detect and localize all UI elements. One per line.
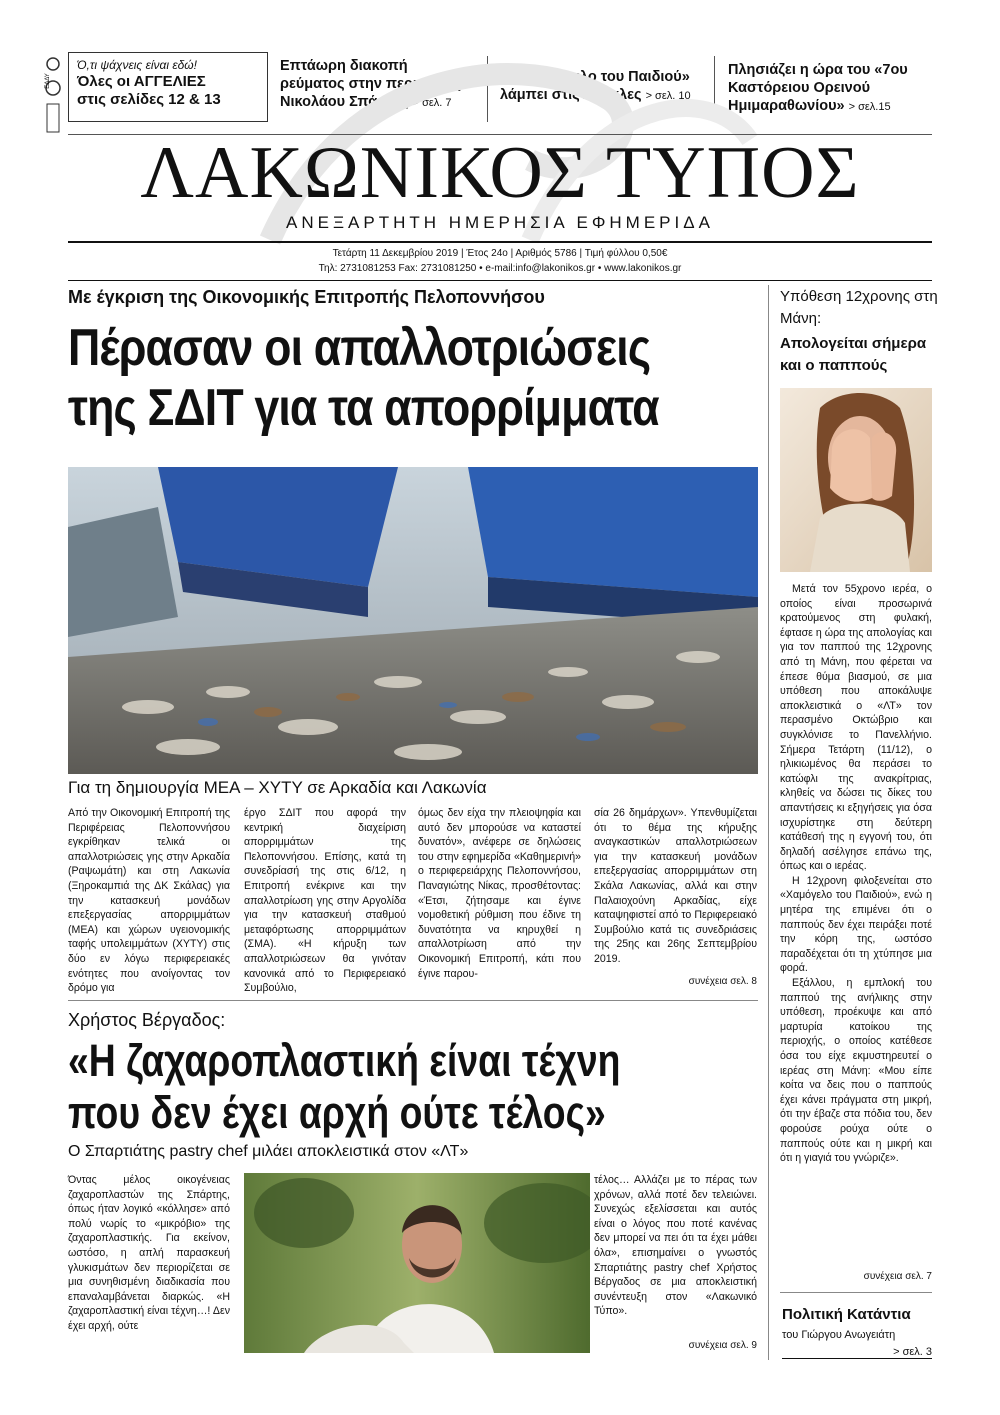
main-column-3: όμως δεν είχα την πλειοψηφία και αυτό δεν μπορούσε να καταστεί δυνατόν», ανέφερε σε δηλώσεις του στην εφημερίδα «Καθημερινή» ο περιφερειάρχης Πελοποννήσου, Παναγιώτης Νίκας, προσθέτοντας: «Έτσι, ζήτησαμε και έγινε νομοθετική ρύθμιση που έδινε τη δυνατότητα να κηρυχθεί η απαλλοτρίωση από την Οικονομική Επιτροπή, κάτι που έγινε παρου- [418,807,581,980]
sidebar-divider [768,285,769,1360]
story-divider [68,1000,758,1001]
sidebar-paragraph-2: Η 12χρονη φιλοξενείται στο «Χαμόγελο του Παιδιού», ενώ η μητέρα της επιμένει ότι ο παππούς δεν έχει πειράξει ποτέ την κόρη της, ωστόσο παραδέχεται ότι τη χτύπησε μια φορά. [780,874,932,975]
sidebar-bottom-rule [780,1292,932,1293]
main-continued[interactable]: συνέχεια σελ. 8 [688,976,757,987]
sidebar-paragraph-1: Μετά τον 55χρονο ιερέα, ο οποίος είναι προσωρινά κρατούμενος στη φυλακή, έφτασε η ώρα της απολογίας και για τον παππού της 12χρονης από τη Μάνη, που φέρεται να έπεσε θύμα βιασμού, σε μια υπόθεση που αποκάλυψε αποκλειστικά ο «ΛΤ» τον περασμένο Οκτώβριο και συγκλόνισε το Πανελλήνιο. Σήμερα Τετάρτη (11/12), ο ηλικιωμένος θα περάσει το κατώφλι της ανακρίτριας, κληθείς να δώσει τις δίκες του απαντήσεις κι εξηγήσεις για όσα ισχυρίστηκε στη δεύτερη κατάθεσή της η εγγονή του, ότι δηλαδή ασέλγησε επάνω της, όπως και ο ιερέας. [780,583,932,873]
badge-label: ΕΔΔΥ [44,73,51,89]
ads-line1: Ό,τι ψάχνεις είναι εδώ! [77,58,197,72]
main-column-4: σία 26 δημάρχων». Υπενθυμίζεται ότι το θέμα της κήρυξης αναγκαστικών απαλλοτριώσεων για την κατασκευή μονάδων επεξεργασίας απορριμμάτων στη Σκάλα Λακωνίας, αλλά και στην Παλαιοχούνη Αρκαδίας, είχε καταψηφιστεί από το Περιφερειακό Συμβούλιο κατά τις συνεδριάσεις της 25ης και 26ης Σεπτεμβρίου 2019. [594,807,757,965]
girl-covering-face-photo [780,388,932,572]
contact-info: Τηλ: 2731081253 Fax: 2731081250 • e-mail:info@lakonikos.gr • www.lakonikos.gr [318,263,682,274]
badge-icon [44,56,62,136]
issue-info: Τετάρτη 11 Δεκεμβρίου 2019 | Έτος 24ο | Αριθμός 5786 | Τιμή φύλλου 0,50€ [332,248,668,259]
second-headline[interactable] [68,1035,649,1139]
photo-illustration [780,388,932,572]
opinion-column-title[interactable]: Πολιτική Κατάντια [782,1306,911,1323]
sidebar-kicker: Υπόθεση 12χρονης στη Μάνη: [780,288,938,327]
second-subhead: Ο Σπαρτιάτης pastry chef μιλάει αποκλειστικά στον «ΛΤ» [68,1143,469,1160]
teaser-text: Πλησιάζει η ώρα του «7ου Καστόρειου Ορεινού Ημιμαραθωνίου» [728,62,908,114]
main-kicker: Με έγκριση της Οικονομικής Επιτροπής Πελοποννήσου [68,287,545,307]
second-kicker: Χρήστος Βέργαδος: [68,1010,226,1030]
second-column-right: τέλος… Αλλάζει με το πέρας των χρόνων, αλλά ποτέ δεν τελειώνει. Συνεχώς εξελίσσεται και αυτός είναι ο λόγος που ποτέ κανένας δεν μπορεί να πει ότι τα έχει μάθει όλα», επισημαίνει ο γνωστός Σπαρτιάτης pastry chef Χρήστος Βέργαδος σε μια αποκλειστική συνέντευξη στον «Λακωνικό Τύπο». [594,1174,757,1318]
sidebar-body [780,582,932,1166]
teaser-page-ref: > σελ.15 [848,101,891,113]
waste-conveyor-photo [68,467,758,774]
teaser-text: Επτάωρη διακοπή ρεύματος στην περιοχή Αγ. Νικολάου Σπάρτης [280,58,468,110]
second-column-left: Όντας μέλος οικογένειας ζαχαροπλαστών της Σπάρτης, όπως ήταν λογικό «κόλλησε» από πολύ νωρίς το «μικρόβιο» της ζαχαροπλαστικής. Για εκείνον, ωστόσο, η απλή παρασκευή γλυκισμάτων δεν περιορίζεται σε μια συνηθισμένη διαδικασία που επαναλαμβάνεται διαρκώς. «Η ζαχαροπλαστική είναι τέχνη…! Δεν έχει αρχή, ούτε [68,1174,230,1332]
main-column-1: Από την Οικονομική Επιτροπή της Περιφέρειας Πελοποννήσου εγκρίθηκαν τελικά οι απαλλοτριώσεις γης στην Αρκαδία (Ραψωμάτη) και στη Λακωνία (Ξηροκαμπιά της ΔΚ Σκάλας) για την κατασκευή μονάδων επεξεργασίας απορριμμάτων (ΜΕΑ) και χώρων υγειονομικής ταφής υπολειμμάτων (ΧΥΤΥ) στις δύο εν λόγω περιφερειακές ενότητες που ανοίγοντας τον δρόμο για [68,807,230,995]
sidebar-paragraph-3: Εξάλλου, η εμπλοκή του παππού της ανήλικης στην υπόθεση, προέκυψε και από μαρτυρία κατοίκου της περιοχής, ο οποίος κατέθεσε όσα του είχε εκμυστηρευτεί ο ιερέας στη Μάνη: «Μου είπε κοίτα να δεις που ο παππούς έχει κάνει πράγματα στη μικρή, ότι την έβαζε στα πόδια του, δεν φορούσε ρούχα ούτε ο παππούς ούτε και η μικρή και ότι η γιαγιά του γνώριζε». [780,977,932,1165]
main-headline-line2: της ΣΔΙΤ για τα απορρίμματα [68,379,659,437]
second-continued[interactable]: συνέχεια σελ. 9 [688,1340,757,1351]
main-column-2: έργο ΣΔΙΤ που αφορά την κεντρική διαχείριση απορριμμάτων της Πελοποννήσου. Επίσης, κατά τη συνεδρίασή της στις 6/12, η Επιτροπή ενέκρινε και την απαλλοτρίωση γης στην Αργολίδα για την κατασκευή σταθμού μεταφόρτωσης απορριμμάτων (ΣΜΑ). «Η κήρυξη των απαλλοτριώσεων θα γινόταν κανονικά από το Περιφερειακό Συμβούλιο, [244,807,406,995]
ads-line3: στις σελίδες 12 & 13 [77,91,221,108]
ads-line2: Όλες οι ΑΓΓΕΛΙΕΣ [77,73,206,90]
newspaper-title[interactable]: ΛΑΚΩΝΙΚΟΣ ΤΥΠΟΣ [140,132,860,214]
second-headline-line2: που δεν έχει αρχή ούτε τέλος» [68,1087,606,1138]
opinion-column-author: του Γιώργου Ανωγειάτη [782,1329,896,1341]
chef-portrait-photo [244,1173,590,1353]
newspaper-subtitle: ΑΝΕΞΑΡΤΗΤΗ ΗΜΕΡΗΣΙΑ ΕΦΗΜΕΡΙΔΑ [286,213,714,232]
teaser-page-ref: > σελ. 10 [645,90,691,102]
masthead-rule [68,241,932,243]
photo-illustration [244,1173,590,1353]
left-badge [44,56,62,136]
masthead-bottom-rule [68,280,932,281]
teaser-page-ref: > σελ. 7 [412,97,452,109]
teaser-text: Το «Χαμόγελο του Παιδιού» λάμπει στις Αμύκλες [500,69,690,103]
second-headline-line1: «Η ζαχαροπλαστική είναι τέχνη [68,1035,621,1086]
opinion-column-page-ref[interactable]: > σελ. 3 [782,1346,932,1359]
main-photo-caption: Για τη δημιουργία ΜΕΑ – ΧΥΤΥ σε Αρκαδία και Λακωνία [68,778,487,797]
main-headline[interactable] [68,318,670,438]
main-headline-line1: Πέρασαν οι απαλλοτριώσεις [68,319,651,377]
sidebar-headline[interactable]: Απολογείται σήμερα και ο παππούς [780,335,927,374]
photo-illustration [68,467,758,774]
sidebar-continued[interactable]: συνέχεια σελ. 7 [863,1271,932,1282]
